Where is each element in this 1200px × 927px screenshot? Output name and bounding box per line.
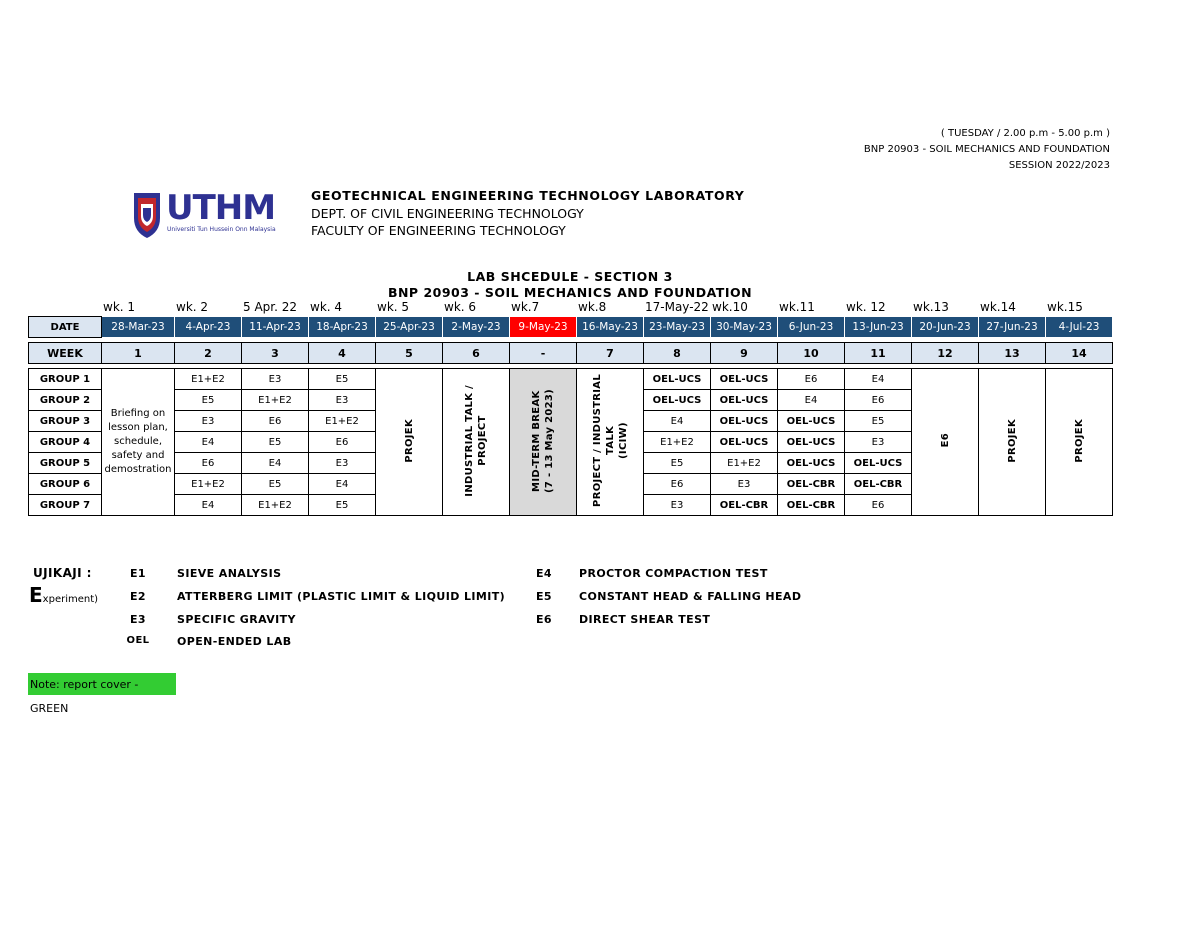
schedule-cell: E1+E2 [175, 474, 242, 495]
projek-week13-cell [979, 369, 1046, 516]
schedule-cell: E3 [175, 411, 242, 432]
legend-name: PROCTOR COMPACTION TEST [579, 567, 768, 580]
schedule-cell: OEL-UCS [711, 369, 778, 390]
schedule-cell: E4 [175, 432, 242, 453]
schedule-cell: E3 [309, 390, 376, 411]
schedule-cell: E6 [644, 474, 711, 495]
date-cell: 4-Jul-23 [1046, 317, 1113, 338]
schedule-cell: OEL-UCS [711, 390, 778, 411]
midterm-break-cell [510, 369, 577, 516]
legend-name: SPECIFIC GRAVITY [177, 613, 296, 626]
schedule-cell: E1+E2 [711, 453, 778, 474]
schedule-cell: E3 [644, 495, 711, 516]
week-label: wk. 2 [176, 300, 209, 314]
schedule-cell: E5 [175, 390, 242, 411]
schedule-cell: E5 [309, 495, 376, 516]
week-header: WEEK [29, 343, 102, 364]
week-number-cell: 1 [102, 343, 175, 364]
date-cell: 28-Mar-23 [102, 317, 175, 338]
schedule-cell: OEL-CBR [778, 495, 845, 516]
projek-week5-cell [376, 369, 443, 516]
schedule-cell: E6 [175, 453, 242, 474]
schedule-cell: OEL-UCS [644, 390, 711, 411]
legend-code: E4 [536, 567, 552, 580]
schedule-cell: E1+E2 [242, 390, 309, 411]
week-label: wk.11 [779, 300, 815, 314]
week-number-cell: 5 [376, 343, 443, 364]
ujikaji-label: UJIKAJI : [33, 566, 92, 580]
legend-name: OPEN-ENDED LAB [177, 635, 292, 648]
date-cell: 27-Jun-23 [979, 317, 1046, 338]
projek-week14-cell [1046, 369, 1113, 516]
week-labels [28, 300, 1113, 316]
date-row [29, 317, 1113, 338]
week-label: wk.15 [1047, 300, 1083, 314]
project-iciw-cell-text: PROJECT / INDUSTRIAL TALK (ICIW) [591, 374, 629, 507]
week-label: wk. 5 [377, 300, 410, 314]
session-year: SESSION 2022/2023 [1008, 160, 1110, 171]
group-label: GROUP 2 [29, 390, 102, 411]
legend-code: E6 [536, 613, 552, 626]
date-cell: 25-Apr-23 [376, 317, 443, 338]
week-number-cell: 9 [711, 343, 778, 364]
date-header: DATE [29, 317, 102, 338]
dept-name: DEPT. OF CIVIL ENGINEERING TECHNOLOGY [311, 206, 584, 221]
date-cell: 4-Apr-23 [175, 317, 242, 338]
date-cell: 2-May-23 [443, 317, 510, 338]
logo-text: UTHM [166, 188, 276, 228]
schedule-cell: E4 [309, 474, 376, 495]
date-cell: 13-Jun-23 [845, 317, 912, 338]
week-number-cell: 2 [175, 343, 242, 364]
midterm-break-cell-text: MID-TERM BREAK (7 - 13 May 2023) [531, 388, 555, 493]
schedule-cell: E1+E2 [644, 432, 711, 453]
schedule-cell: E6 [242, 411, 309, 432]
date-cell: 18-Apr-23 [309, 317, 376, 338]
schedule-cell: E3 [845, 432, 912, 453]
legend-name: ATTERBERG LIMIT (PLASTIC LIMIT & LIQUID LIMIT) [177, 590, 506, 603]
week-number-cell: 7 [577, 343, 644, 364]
faculty-name: FACULTY OF ENGINEERING TECHNOLOGY [311, 223, 566, 238]
schedule-subtitle: BNP 20903 - SOIL MECHANICS AND FOUNDATION [387, 285, 753, 300]
week-row [29, 343, 1113, 364]
schedule-cell: E6 [845, 495, 912, 516]
week-label: 17-May-22 [645, 300, 709, 314]
date-cell: 23-May-23 [644, 317, 711, 338]
week-label: wk.8 [578, 300, 607, 314]
date-cell: 9-May-23 [510, 317, 577, 338]
schedule-cell: E3 [309, 453, 376, 474]
week-label: wk.13 [913, 300, 949, 314]
week-number-cell: 10 [778, 343, 845, 364]
schedule-cell: E4 [778, 390, 845, 411]
week-number-cell: 8 [644, 343, 711, 364]
experiment-label: Experiment) [29, 583, 99, 607]
schedule-cell: E1+E2 [175, 369, 242, 390]
schedule-cell: OEL-UCS [845, 453, 912, 474]
briefing-cell: Briefing on lesson plan, schedule, safety and demostration [102, 369, 175, 516]
projek-week13-cell-text: PROJEK [1006, 418, 1018, 463]
schedule-cell: OEL-UCS [711, 432, 778, 453]
legend-code: E2 [130, 590, 146, 603]
week-number-cell: 12 [912, 343, 979, 364]
date-cell: 6-Jun-23 [778, 317, 845, 338]
group-label: GROUP 5 [29, 453, 102, 474]
legend-code: E5 [536, 590, 552, 603]
projek-week5-cell-text: PROJEK [403, 418, 415, 463]
schedule-cell: E4 [242, 453, 309, 474]
schedule-cell: OEL-UCS [778, 453, 845, 474]
top-right-info [864, 126, 1110, 174]
schedule-cell: E5 [845, 411, 912, 432]
week-number-cell: 6 [443, 343, 510, 364]
date-cell: 20-Jun-23 [912, 317, 979, 338]
schedule-cell: E4 [845, 369, 912, 390]
schedule-cell: OEL-UCS [644, 369, 711, 390]
week-label: wk. 4 [310, 300, 343, 314]
schedule-cell: E1+E2 [242, 495, 309, 516]
legend-code: E3 [130, 613, 146, 626]
schedule-cell: OEL-CBR [845, 474, 912, 495]
group-label: GROUP 6 [29, 474, 102, 495]
legend-name: CONSTANT HEAD & FALLING HEAD [579, 590, 802, 603]
table-row [29, 369, 1113, 390]
session-time: ( TUESDAY / 2.00 p.m - 5.00 p.m ) [940, 128, 1110, 139]
schedule-cell: E6 [845, 390, 912, 411]
legend-code: E1 [130, 567, 146, 580]
schedule-cell: OEL-CBR [778, 474, 845, 495]
week-number-cell: 13 [979, 343, 1046, 364]
group-label: GROUP 1 [29, 369, 102, 390]
schedule-cell: E4 [175, 495, 242, 516]
legend-code: OEL [126, 635, 150, 646]
legend-name: DIRECT SHEAR TEST [579, 613, 711, 626]
course-code: BNP 20903 - SOIL MECHANICS AND FOUNDATION [863, 144, 1110, 155]
week-label: wk.7 [511, 300, 540, 314]
schedule-title: LAB SHCEDULE - SECTION 3 [467, 269, 673, 284]
schedule-cell: E5 [309, 369, 376, 390]
report-cover-note: Note: report cover - GREEN [28, 673, 176, 695]
date-cell: 30-May-23 [711, 317, 778, 338]
schedule-table [28, 316, 1113, 516]
schedule-cell: E1+E2 [309, 411, 376, 432]
schedule-cell: OEL-UCS [778, 432, 845, 453]
week-label: wk.14 [980, 300, 1016, 314]
uthm-logo [130, 190, 280, 240]
industrial-talk-cell [443, 369, 510, 516]
week-label: wk. 12 [846, 300, 886, 314]
schedule-cell: OEL-CBR [711, 495, 778, 516]
schedule-cell: E5 [242, 432, 309, 453]
schedule-cell: E5 [644, 453, 711, 474]
week-number-cell: 3 [242, 343, 309, 364]
week-number-cell: 11 [845, 343, 912, 364]
group-label: GROUP 7 [29, 495, 102, 516]
date-cell: 11-Apr-23 [242, 317, 309, 338]
schedule-cell: E3 [711, 474, 778, 495]
schedule-cell: OEL-UCS [778, 411, 845, 432]
group-label: GROUP 3 [29, 411, 102, 432]
week-number-cell: 4 [309, 343, 376, 364]
schedule-cell: E6 [309, 432, 376, 453]
schedule-cell: E6 [778, 369, 845, 390]
logo-subtext: Universiti Tun Hussein Onn Malaysia [167, 226, 276, 233]
date-cell: 16-May-23 [577, 317, 644, 338]
week-label: 5 Apr. 22 [243, 300, 298, 314]
schedule-cell: E5 [242, 474, 309, 495]
week-number-cell: 14 [1046, 343, 1113, 364]
e6-week12-cell [912, 369, 979, 516]
group-label: GROUP 4 [29, 432, 102, 453]
schedule-cell: OEL-UCS [711, 411, 778, 432]
projek-week14-cell-text: PROJEK [1073, 418, 1085, 463]
schedule-cell: E3 [242, 369, 309, 390]
industrial-talk-cell-text: INDUSTRIAL TALK / PROJECT [464, 384, 488, 497]
week-label: wk.10 [712, 300, 748, 314]
e6-week12-cell-text: E6 [939, 433, 951, 448]
schedule-cell: E4 [644, 411, 711, 432]
week-label: wk. 6 [444, 300, 477, 314]
week-number-cell: - [510, 343, 577, 364]
legend-name: SIEVE ANALYSIS [177, 567, 282, 580]
project-iciw-cell [577, 369, 644, 516]
week-label: wk. 1 [103, 300, 136, 314]
lab-name: GEOTECHNICAL ENGINEERING TECHNOLOGY LABORATORY [311, 188, 745, 203]
